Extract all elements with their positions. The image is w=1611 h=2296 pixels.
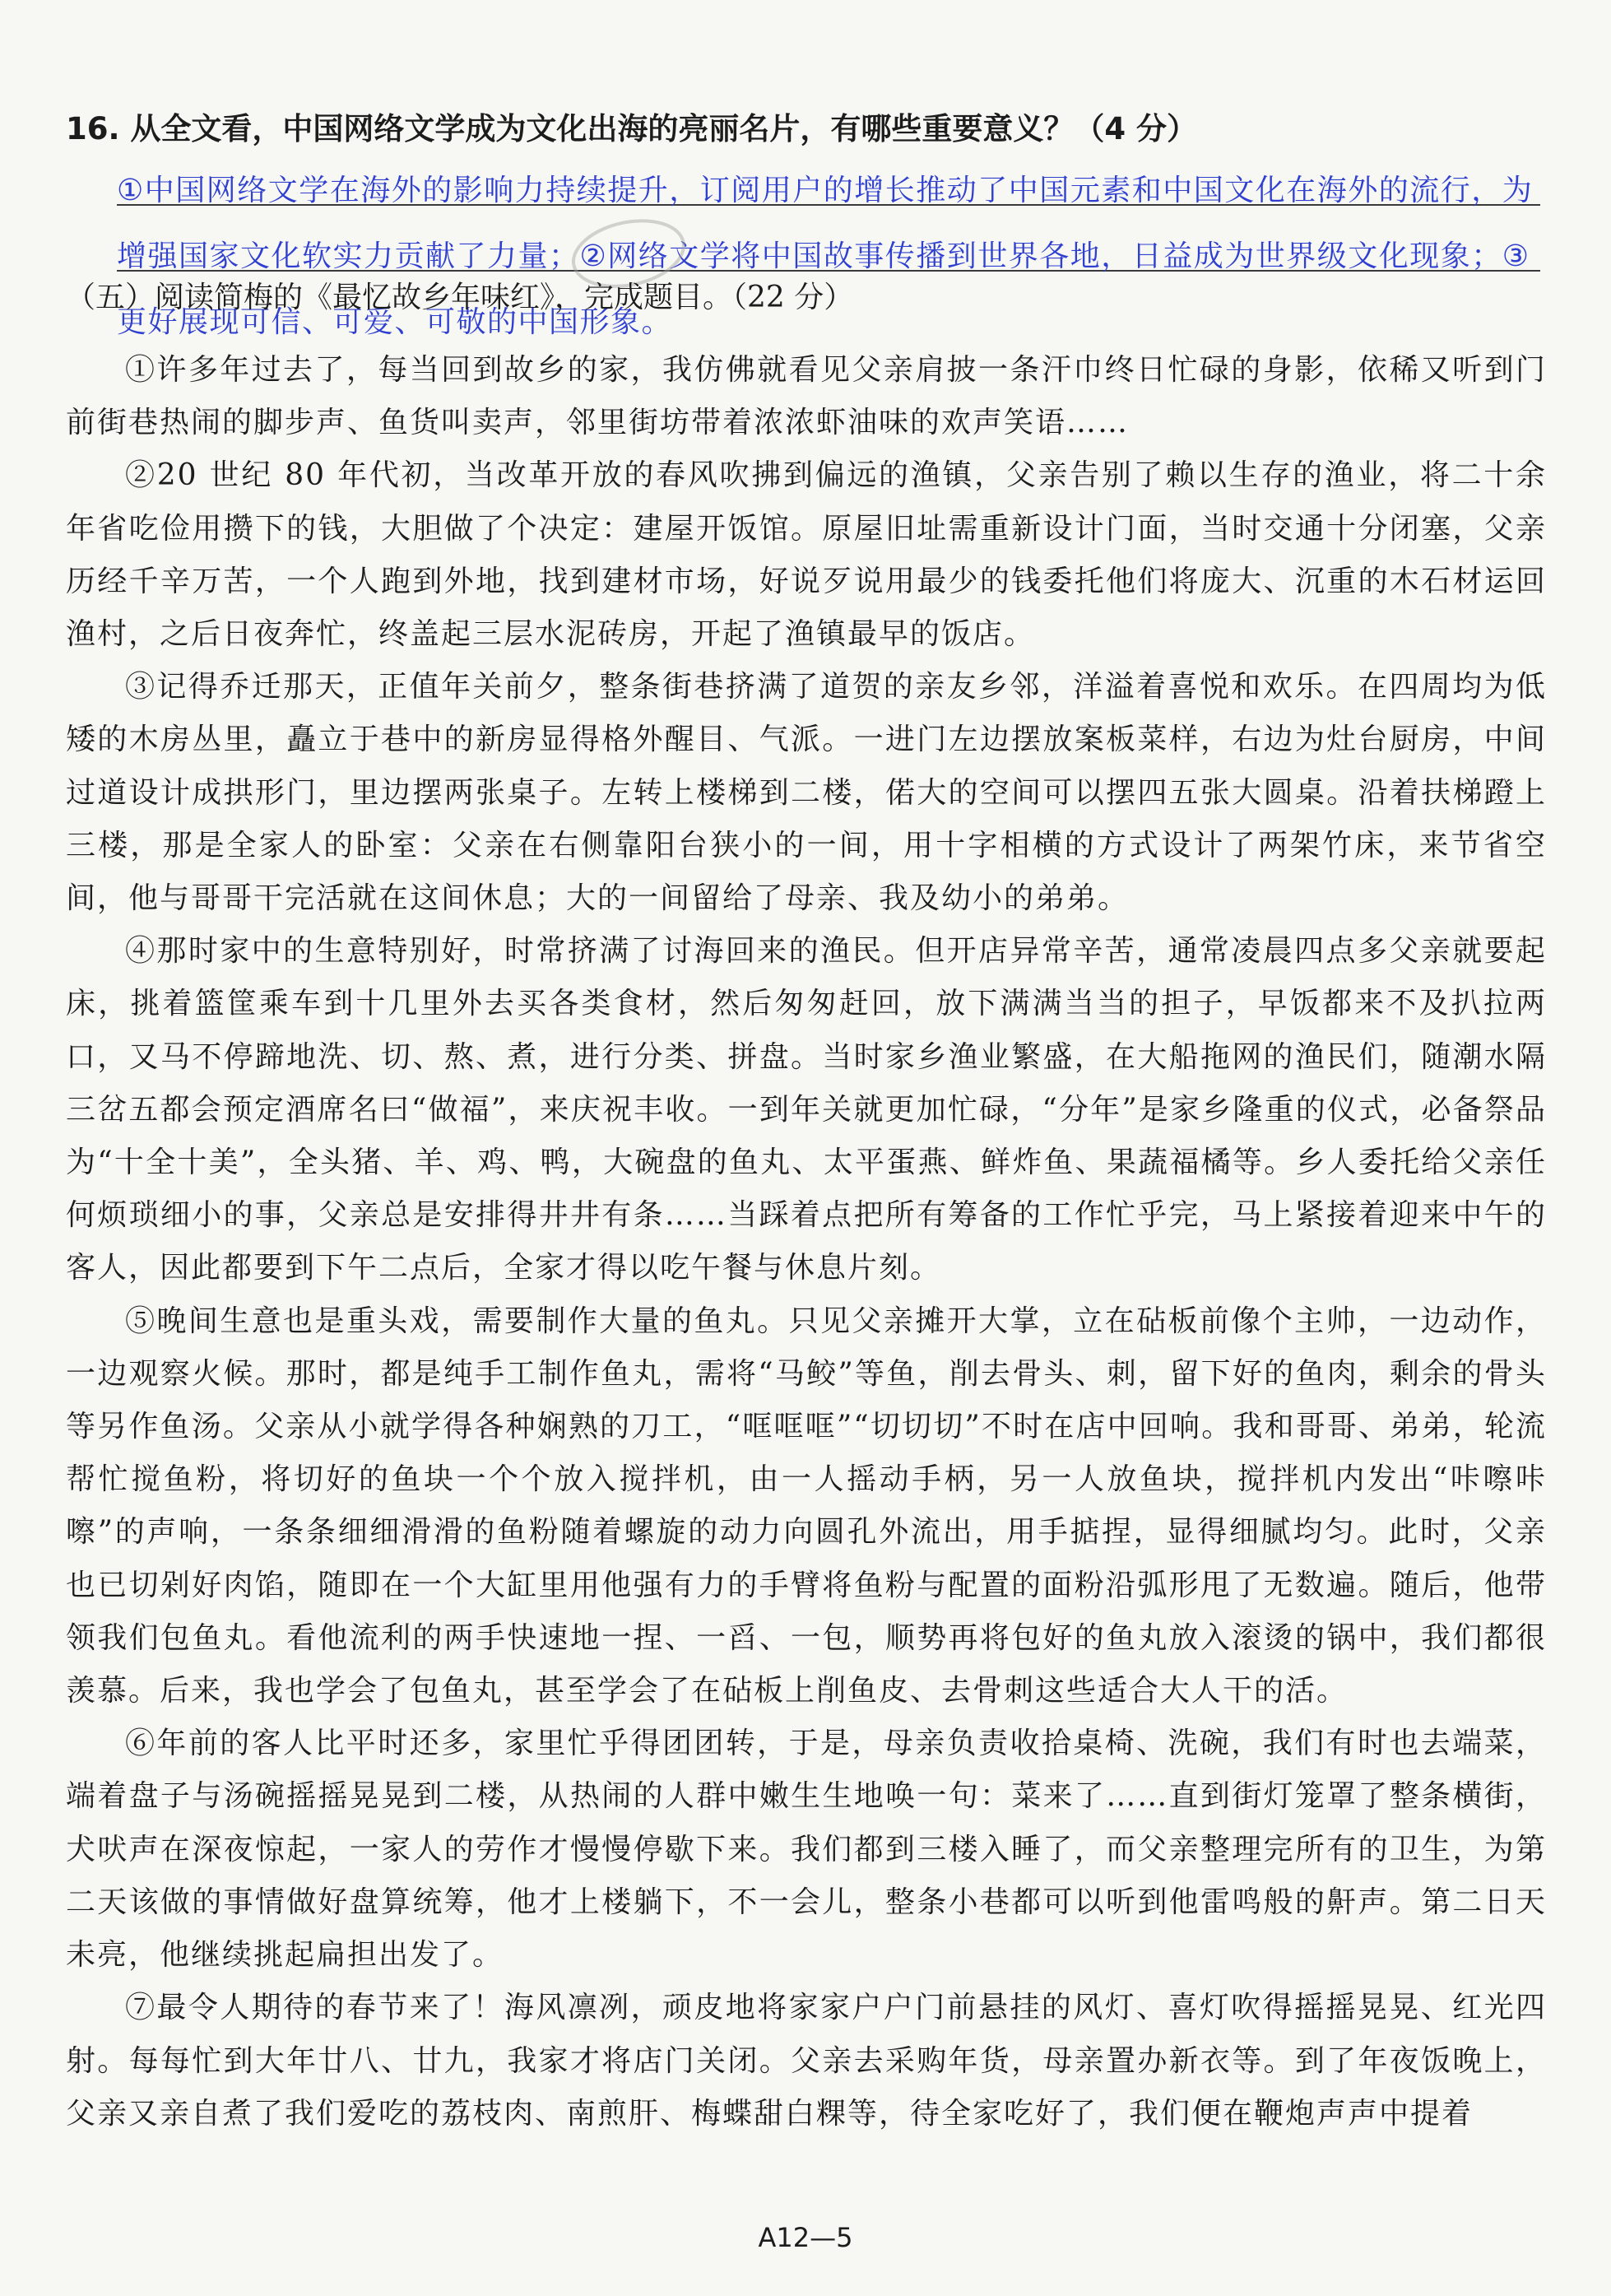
paragraph-7: ⑦最令人期待的春节来了！海风凛冽，顽皮地将家家户户门前悬挂的风灯、喜灯吹得摇摇晃晃、红光四射。每每忙到大年廿八、廿九，我家才将店门关闭。父亲去采购年货，母亲置办新衣等。到了年夜饭晚上，父亲又亲自煮了我们爱吃的荔枝肉、南煎肝、梅蝶甜白粿等，待全家吃好了，我们便在鞭炮声声中提着 — [66, 1991, 1547, 2131]
reading-passage — [66, 344, 1547, 2140]
paragraph-5: ⑤晚间生意也是重头戏，需要制作大量的鱼丸。只见父亲摊开大掌，立在砧板前像个主帅，一边动作，一边观察火候。那时，都是纯手工制作鱼丸，需将“马鲛”等鱼，削去骨头、刺，留下好的鱼肉，剩余的骨头等另作鱼汤。父亲从小就学得各种娴熟的刀工，“哐哐哐”“切切切”不时在店中回响。我和哥哥、弟弟，轮流帮忙搅鱼粉，将切好的鱼块一个个放入搅拌机，由一人摇动手柄，另一人放鱼块，搅拌机内发出“咔嚓咔嚓”的声响，一条条细细滑滑的鱼粉随着螺旋的动力向圆孔外流出，用手掂捏，显得细腻均匀。此时，父亲也已切剁好肉馅，随即在一个大缸里用他强有力的手臂将鱼粉与配置的面粉沿弧形甩了无数遍。随后，他带领我们包鱼丸。看他流利的两手快速地一捏、一舀、一包，顺势再将包好的鱼丸放入滚烫的锅中，我们都很羡慕。后来，我也学会了包鱼丸，甚至学会了在砧板上削鱼皮、去骨刺这些适合大人干的活。 — [66, 1304, 1547, 1708]
handwritten-answer: ①中国网络文学在海外的影响力持续提升，订阅用户的增长推动了中国元素和中国文化在海外的流行，为增强国家文化软实力贡献了力量；②网络文学将中国故事传播到世界各地，日益成为世界级文化现象；③更好展现可信、可爱、可敬的中国形象。 — [117, 174, 1534, 339]
paragraph-4: ④那时家中的生意特别好，时常挤满了讨海回来的渔民。但开店异常辛苦，通常凌晨四点多父亲就要起床，挑着篮筐乘车到十几里外去买各类食材，然后匆匆赶回，放下满满当当的担子，早饭都来不及扒拉两口，又马不停蹄地洗、切、熬、煮，进行分类、拼盘。当时家乡渔业繁盛，在大船拖网的渔民们，随潮水隔三岔五都会预定酒席名曰“做福”，来庆祝丰收。一到年关就更加忙碌，“分年”是家乡隆重的仪式，必备祭品为“十全十美”，全头猪、羊、鸡、鸭，大碗盘的鱼丸、太平蛋燕、鲜炸鱼、果蔬福橘等。乡人委托给父亲任何烦琐细小的事，父亲总是安排得井井有条……当踩着点把所有筹备的工作忙乎完，马上紧接着迎来中午的客人，因此都要到下午二点后，全家才得以吃午餐与休息片刻。 — [66, 934, 1547, 1285]
paragraph-1: ①许多年过去了，每当回到故乡的家，我仿佛就看见父亲肩披一条汗巾终日忙碌的身影，依稀又听到门前街巷热闹的脚步声、鱼货叫卖声，邻里街坊带着浓浓虾油味的欢声笑语…… — [66, 353, 1547, 440]
paragraph-3: ③记得乔迁那天，正值年关前夕，整条街巷挤满了道贺的亲友乡邻，洋溢着喜悦和欢乐。在四周均为低矮的木房丛里，矗立于巷中的新房显得格外醒目、气派。一进门左边摆放案板菜样，右边为灶台厨房，中间过道设计成拱形门，里边摆两张桌子。左转上楼梯到二楼，偌大的空间可以摆四五张大圆桌。沿着扶梯蹬上三楼，那是全家人的卧室：父亲在右侧靠阳台狭小的一间，用十字相横的方式设计了两架竹床，来节省空间，他与哥哥干完活就在这间休息；大的一间留给了母亲、我及幼小的弟弟。 — [66, 670, 1547, 916]
paragraph-6: ⑥年前的客人比平时还多，家里忙乎得团团转，于是，母亲负责收拾桌椅、洗碗，我们有时也去端菜，端着盘子与汤碗摇摇晃晃到二楼，从热闹的人群中嫩生生地唤一句：菜来了……直到街灯笼罩了整条横街，犬吠声在深夜惊起，一家人的劳作才慢慢停歇下来。我们都到三楼入睡了，而父亲整理完所有的卫生，为第二天该做的事情做好盘算统筹，他才上楼躺下，不一会儿，整条小巷都可以听到他雷鸣般的鼾声。第二日天未亮，他继续挑起扁担出发了。 — [66, 1727, 1547, 1973]
page-number: A12—5 — [758, 2222, 853, 2253]
section-title: （五）阅读简梅的《最忆故乡年味红》，完成题目。（22 分） — [66, 281, 854, 314]
paragraph-2: ②20 世纪 80 年代初，当改革开放的春风吹拂到偏远的渔镇，父亲告别了赖以生存的渔业，将二十余年省吃俭用攒下的钱，大胆做了个决定：建屋开饭馆。原屋旧址需重新设计门面，当时交通十分闭塞，父亲历经千辛万苦，一个人跑到外地，找到建材市场，好说歹说用最少的钱委托他们将庞大、沉重的木石材运回渔村，之后日夜奔忙，终盖起三层水泥砖房，开起了渔镇最早的饭店。 — [66, 458, 1547, 652]
question-16: 16. 从全文看，中国网络文学成为文化出海的亮丽名片，有哪些重要意义？（4 分） — [66, 111, 1198, 146]
